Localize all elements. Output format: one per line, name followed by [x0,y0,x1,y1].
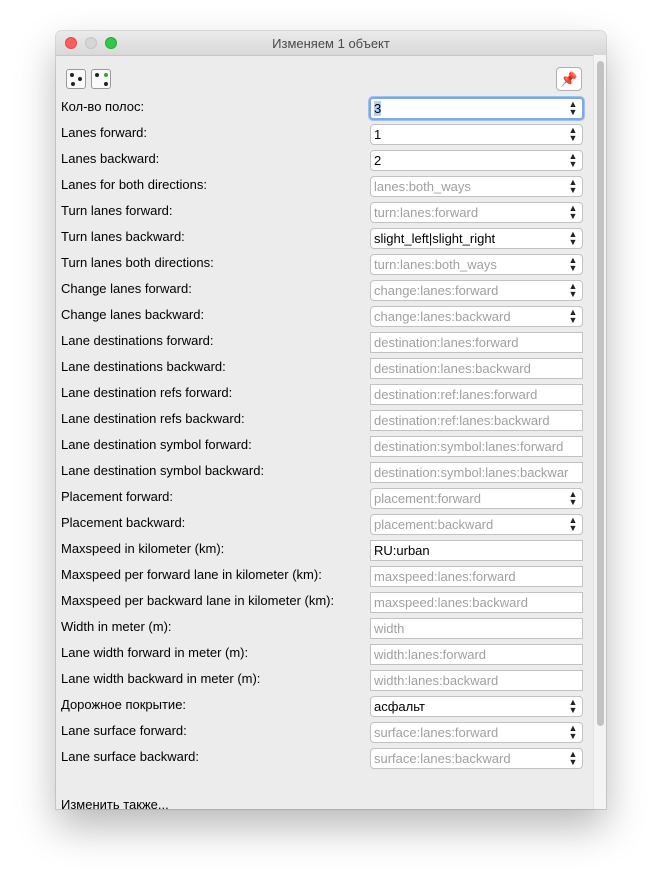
field-value: destination:symbol:lanes:backwar [374,465,569,480]
field-value: destination:lanes:backward [374,361,531,376]
field-label: Lane destination symbol forward: [61,437,252,452]
field-label: Lane destination refs backward: [61,411,245,426]
chevron-up-down-icon[interactable]: ▲ ▼ [568,99,578,117]
field-label: Кол-во полос: [61,99,145,114]
select-nodes-icon[interactable] [66,69,86,89]
chevron-up-down-icon[interactable]: ▲ ▼ [568,229,578,247]
form-row [56,433,591,459]
field-value: 3 [374,101,382,116]
field-label: Lanes backward: [61,151,160,166]
field-label: Placement backward: [61,515,186,530]
field-label: Lane width backward in meter (m): [61,671,261,686]
tag-combobox[interactable] [370,696,583,717]
chevron-up-down-icon[interactable]: ▲ ▼ [568,255,578,273]
tag-combobox[interactable] [370,124,583,145]
field-value: width:lanes:forward [374,647,486,662]
field-label: Lane destinations backward: [61,359,226,374]
field-value: turn:lanes:both_ways [374,257,497,272]
field-value: change:lanes:backward [374,309,511,324]
form-row [56,173,591,199]
select-ways-icon[interactable] [91,69,111,89]
form-row [56,589,591,615]
field-value: destination:lanes:forward [374,335,519,350]
field-value: change:lanes:forward [374,283,499,298]
field-label: Maxspeed per forward lane in kilometer (km): [61,567,322,582]
field-value: RU:urban [374,543,430,558]
chevron-up-down-icon[interactable]: ▲ ▼ [568,177,578,195]
form-row [56,563,591,589]
chevron-up-down-icon[interactable]: ▲ ▼ [568,125,578,143]
field-label: Placement forward: [61,489,173,504]
tag-combobox[interactable] [370,150,583,171]
field-label: Lanes for both directions: [61,177,207,192]
field-value: 2 [374,153,382,168]
form-row [56,329,591,355]
form-row [56,407,591,433]
field-value: turn:lanes:forward [374,205,479,220]
tag-combobox[interactable] [370,748,583,769]
chevron-up-down-icon[interactable]: ▲ ▼ [568,697,578,715]
tag-text-field[interactable] [370,332,583,353]
field-label: Lane destination refs forward: [61,385,233,400]
tag-combobox[interactable] [370,280,583,301]
tag-combobox[interactable] [370,488,583,509]
form-row [56,537,591,563]
field-label: Change lanes forward: [61,281,192,296]
form-row [56,147,591,173]
form-row [56,693,591,719]
tag-text-field[interactable] [370,540,583,561]
chevron-up-down-icon[interactable]: ▲ ▼ [568,281,578,299]
form-row [56,355,591,381]
field-value: maxspeed:lanes:forward [374,569,516,584]
tag-combobox[interactable] [370,202,583,223]
field-label: Дорожное покрытие: [61,697,187,712]
tag-text-field[interactable] [370,436,583,457]
field-value: destination:ref:lanes:backward [374,413,550,428]
field-label: Maxspeed in kilometer (km): [61,541,225,556]
tag-text-field[interactable] [370,644,583,665]
tag-text-field[interactable] [370,462,583,483]
form-row [56,719,591,745]
tag-text-field[interactable] [370,592,583,613]
form-row [56,459,591,485]
field-label: Turn lanes backward: [61,229,185,244]
tag-text-field[interactable] [370,566,583,587]
chevron-up-down-icon[interactable]: ▲ ▼ [568,489,578,507]
form-row [56,615,591,641]
field-label: Lane surface forward: [61,723,187,738]
tag-text-field[interactable] [370,358,583,379]
field-value: maxspeed:lanes:backward [374,595,528,610]
chevron-up-down-icon[interactable]: ▲ ▼ [568,515,578,533]
field-value: асфальт [374,699,425,714]
tag-text-field[interactable] [370,384,583,405]
field-value: 1 [374,127,382,142]
tag-combobox[interactable] [370,306,583,327]
field-value: lanes:both_ways [374,179,471,194]
chevron-up-down-icon[interactable]: ▲ ▼ [568,307,578,325]
field-label: Lane surface backward: [61,749,200,764]
field-label: Width in meter (m): [61,619,172,634]
tag-combobox[interactable] [370,254,583,275]
form-row [56,121,591,147]
form-row [56,745,591,771]
field-value: width:lanes:backward [374,673,499,688]
field-value: destination:symbol:lanes:forward [374,439,564,454]
field-value: surface:lanes:backward [374,751,511,766]
form-row [56,251,591,277]
chevron-up-down-icon[interactable]: ▲ ▼ [568,749,578,767]
scrollbar-thumb[interactable] [597,61,604,726]
field-label: Turn lanes forward: [61,203,173,218]
chevron-up-down-icon[interactable]: ▲ ▼ [568,203,578,221]
form-row [56,199,591,225]
tag-text-field[interactable] [370,410,583,431]
field-value: destination:ref:lanes:forward [374,387,538,402]
field-label: Maxspeed per backward lane in kilometer (km): [61,593,335,608]
field-label: Turn lanes both directions: [61,255,214,270]
chevron-up-down-icon[interactable]: ▲ ▼ [568,151,578,169]
window-title: Изменяем 1 объект [272,36,390,51]
edit-also-link[interactable]: Изменить также... [61,797,169,809]
form-row [56,667,591,693]
form-row [56,277,591,303]
pin-icon[interactable]: 📌 [556,67,582,91]
field-label: Lane destination symbol backward: [61,463,265,478]
form-row [56,641,591,667]
form-row [56,381,591,407]
field-label: Lanes forward: [61,125,147,140]
form-row [56,225,591,251]
chevron-up-down-icon[interactable]: ▲ ▼ [568,723,578,741]
field-label: Lane width forward in meter (m): [61,645,249,660]
tag-combobox[interactable] [370,176,583,197]
tag-combobox[interactable] [370,228,583,249]
field-value: placement:backward [374,517,494,532]
form-row [56,95,591,121]
edit-dialog-window [56,31,606,809]
field-value: placement:forward [374,491,481,506]
field-value: slight_left|slight_right [374,231,496,246]
field-value: width [374,621,405,636]
tag-combobox[interactable] [370,514,583,535]
field-value: surface:lanes:forward [374,725,499,740]
field-label: Change lanes backward: [61,307,205,322]
tag-combobox[interactable] [370,722,583,743]
tag-combobox[interactable] [369,97,584,120]
title-bar[interactable] [56,31,606,56]
vertical-scrollbar[interactable] [593,55,606,809]
form-row [56,511,591,537]
tag-text-field[interactable] [370,670,583,691]
form-row [56,485,591,511]
tag-text-field[interactable] [370,618,583,639]
form-row [56,303,591,329]
field-label: Lane destinations forward: [61,333,214,348]
